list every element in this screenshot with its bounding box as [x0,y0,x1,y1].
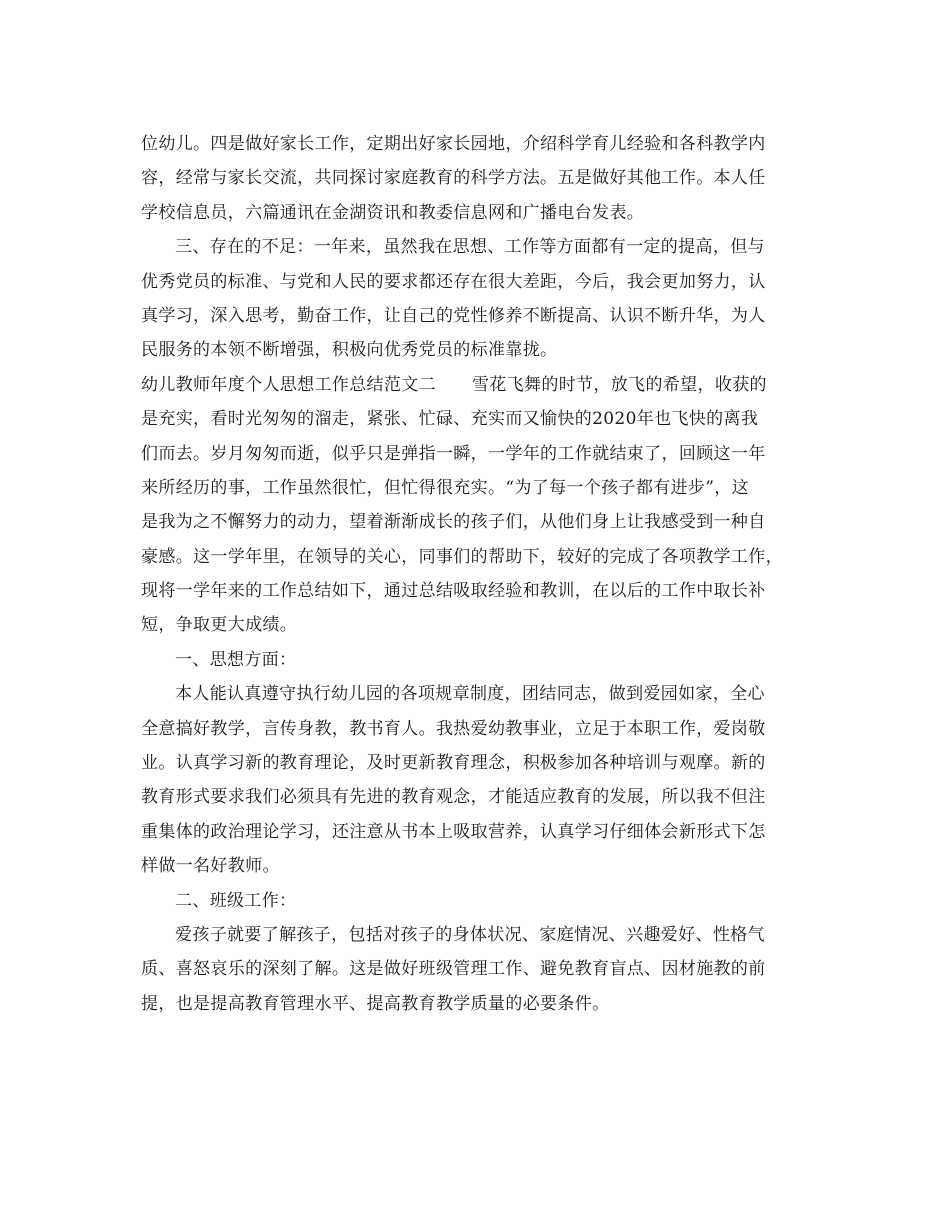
text-line: 全意搞好教学，言传身教，教书育人。我热爱幼教事业，立足于本职工作，爱岗敬 [141,718,766,739]
section-heading-thought: 一、思想方面： [175,649,297,670]
text-line: 短，争取更大成绩。 [141,615,298,636]
text-line: 教育形式要求我们必须具有先进的教育观念，才能适应教育的发展，所以我不但注 [141,787,766,808]
text-line: 重集体的政治理论学习，还注意从书本上吸取营养，认真学习仔细体会新形式下怎 [141,821,766,842]
text-line: 是我为之不懈努力的动力，望着渐渐成长的孩子们，从他们身上让我感受到一种自 [141,512,766,533]
document-body [141,127,821,1021]
section-heading-shortcomings: 三、存在的不足：一年来，虽然我在思想、工作等方面都有一定的提高，但与 [175,237,765,258]
text-line: 来所经历的事，工作虽然很忙，但忙得很充实。“为了每一个孩子都有进步”，这 [141,477,749,498]
text-line: 民服务的本领不断增强，积极向优秀党员的标准靠拢。 [141,340,558,361]
text-line: 豪感。这一学年里，在领导的关心，同事们的帮助下，较好的完成了各项教学工作， [141,546,783,567]
text-line: 现将一学年来的工作总结如下，通过总结吸取经验和教训，在以后的工作中取长补 [141,581,766,602]
article-title: 幼儿教师年度个人思想工作总结范文二 [141,374,436,395]
text-line: 业。认真学习新的教育理论，及时更新教育理念，积极参加各种培训与观摩。新的 [141,753,766,774]
article-title-continuation: 雪花飞舞的时节，放飞的希望，收获的 [471,374,767,395]
text-line: 爱孩子就要了解孩子，包括对孩子的身体状况、家庭情况、兴趣爱好、性格气 [175,924,765,945]
text-line: 优秀党员的标准、与党和人民的要求都还存在很大差距，今后，我会更加努力，认 [141,271,766,292]
text-line: 提，也是提高教育管理水平、提高教育教学质量的必要条件。 [141,993,610,1014]
article-title-line [141,368,821,402]
text-line: 容，经常与家长交流，共同探讨家庭教育的科学方法。五是做好其他工作。本人任 [141,168,766,189]
text-line: 学校信息员，六篇通讯在金湖资讯和教委信息网和广播电台发表。 [141,202,645,223]
text-line: 位幼儿。四是做好家长工作，定期出好家长园地，介绍科学育儿经验和各科教学内 [141,134,766,154]
text-line: 质、喜怒哀乐的深刻了解。这是做好班级管理工作、避免教育盲点、因材施教的前 [141,959,766,980]
text-line: 是充实，看时光匆匆的溜走，紧张、忙碌、充实而又愉快的2020年也飞快的离我 [141,409,759,430]
text-line: 本人能认真遵守执行幼儿园的各项规章制度，团结同志，做到爱园如家，全心 [175,684,765,705]
section-heading-class-work: 二、班级工作： [175,890,297,911]
text-line: 真学习，深入思考，勤奋工作，让自己的党性修养不断提高、认识不断升华，为人 [141,305,766,326]
text-line: 们而去。岁月匆匆而逝，似乎只是弹指一瞬，一学年的工作就结束了，回顾这一年 [141,443,766,464]
text-line: 样做一名好教师。 [141,856,280,877]
